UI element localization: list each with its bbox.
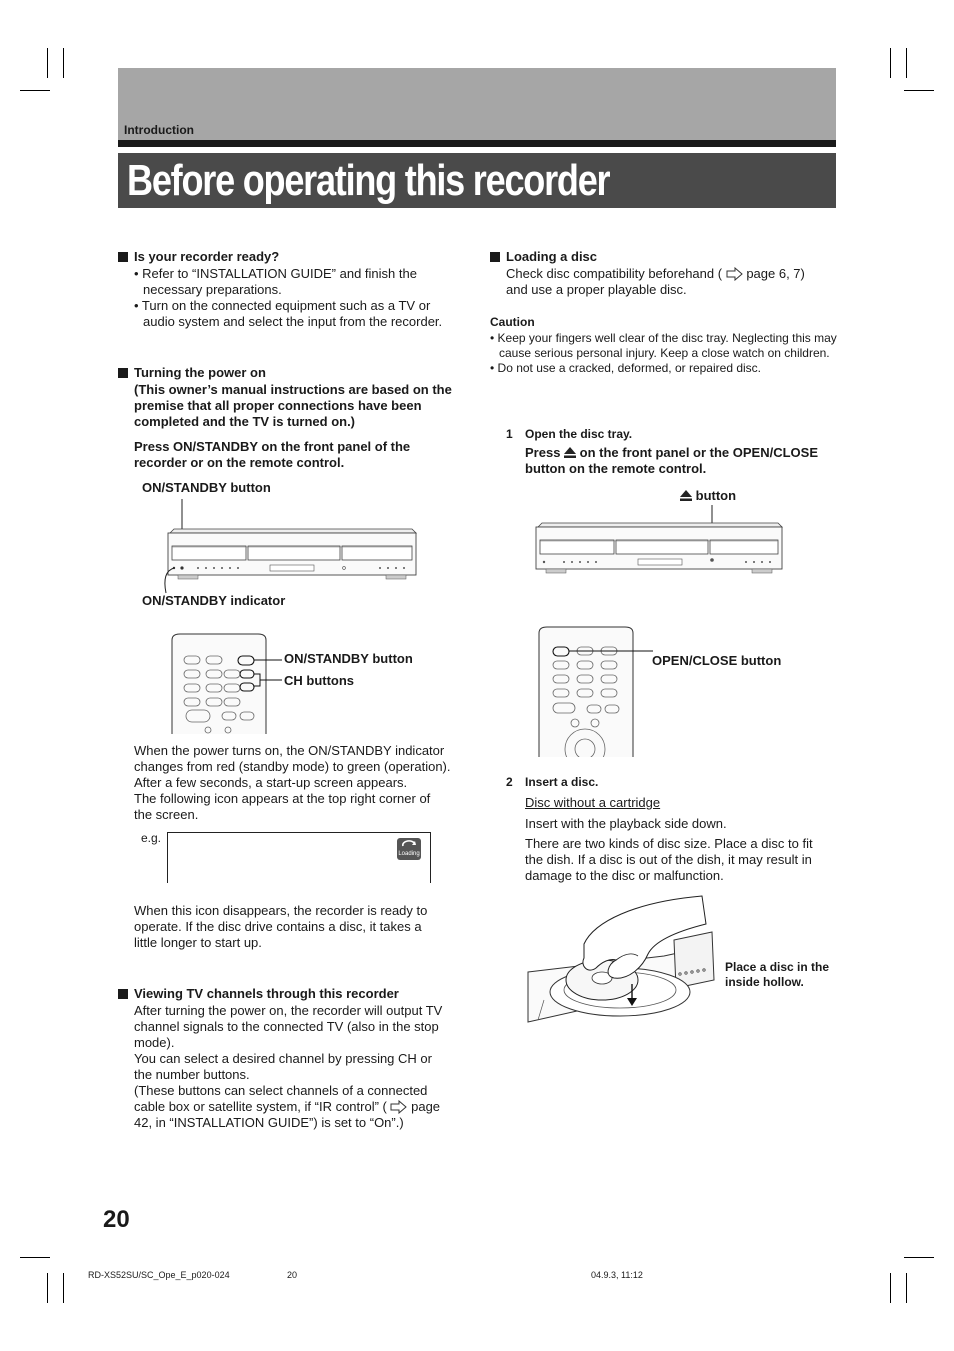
list-item: • Do not use a cracked, deformed, or repaired disc. (490, 361, 762, 375)
text-line: 42, in “INSTALLATION GUIDE”) is set to “On”.) (134, 1115, 404, 1130)
step-1-title: Open the disc tray. (525, 427, 633, 441)
text-line: The following icon appears at the top right corner of (134, 791, 431, 806)
text-line: operate. If the disc drive contains a disc, it takes a (134, 919, 422, 934)
loading-icon (397, 838, 421, 860)
text-line: channel signals to the connected TV (also in the stop (134, 1019, 439, 1034)
text-fragment: Check disc compatibility beforehand ( (506, 266, 723, 281)
step-2-title: Insert a disc. (525, 775, 599, 789)
label-open-close-button: OPEN/CLOSE button (652, 653, 782, 668)
list-item: • Keep your fingers well clear of the disc tray. Neglecting this may cause serious personal injury. Keep a close watch on children. (490, 331, 837, 360)
text-fragment: on the front panel or the OPEN/CLOSE (579, 445, 819, 460)
text-line: When this icon disappears, the recorder is ready to (134, 903, 428, 918)
ready-bullets (134, 266, 464, 330)
crop-mark (906, 1273, 907, 1303)
eg-label: e.g. (141, 831, 162, 845)
bullet-square (490, 252, 500, 262)
label-ch-buttons: CH buttons (284, 673, 355, 688)
text-fragment: page 6, 7) (746, 266, 805, 281)
page-number: 20 (103, 1206, 130, 1233)
step-2-subhead: Disc without a cartridge (525, 795, 661, 810)
text-line: mode). (134, 1035, 175, 1050)
text-line: the screen. (134, 807, 199, 822)
text-line: little longer to start up. (134, 935, 262, 950)
recorder-illustration (160, 495, 420, 595)
eject-icon (564, 447, 576, 458)
crop-mark (47, 1273, 48, 1303)
step-1-press (525, 445, 845, 477)
crop-mark (890, 1273, 891, 1303)
heading-power (118, 365, 458, 381)
step-2-description (525, 836, 845, 884)
text-line (525, 445, 845, 461)
text-line: damage to the disc or malfunction. (525, 868, 724, 883)
step-1-number: 1 (506, 427, 513, 441)
section-label: Introduction (124, 123, 194, 137)
label-remote-onstandby: ON/STANDBY button (284, 651, 413, 666)
page-reference-arrow-icon (726, 267, 743, 281)
text-line: the number buttons. (134, 1067, 250, 1082)
label-onstandby-indicator: ON/STANDBY indicator (142, 593, 286, 608)
heading-text: Loading a disc (506, 249, 598, 264)
text-line: You can select a desired channel by pressing CH or (134, 1051, 432, 1066)
heading-loading (490, 249, 830, 265)
text-line: button on the remote control. (525, 461, 707, 476)
crop-mark (906, 48, 907, 78)
page-reference-arrow-icon (390, 1100, 407, 1114)
step-2-line: Insert with the playback side down. (525, 816, 727, 831)
footer-page: 20 (287, 1270, 298, 1280)
text-fragment: page (411, 1099, 441, 1114)
crop-mark (20, 1257, 50, 1258)
heading-tv (118, 986, 478, 1002)
disc-insertion-illustration (524, 892, 724, 1032)
list-item: • Turn on the connected equipment such as a TV or audio system and select the input from the recorder. (134, 298, 443, 329)
eject-icon (680, 490, 692, 501)
label-onstandby-button: ON/STANDBY button (142, 480, 271, 495)
crop-mark (20, 90, 50, 91)
text-line: There are two kinds of disc size. Place a disc to fit (525, 836, 813, 851)
caution-bullets (490, 331, 838, 376)
disc-caption (725, 960, 845, 990)
power-after (134, 903, 474, 951)
text-fragment: Press (525, 445, 561, 460)
page-title: Before operating this recorder (127, 156, 610, 205)
recorder-illustration (530, 503, 790, 583)
footer-file: RD-XS52SU/SC_Ope_E_p020-024 (88, 1270, 230, 1280)
list-item: • Refer to “INSTALLATION GUIDE” and finish the necessary preparations. (134, 266, 417, 297)
heading-text: Is your recorder ready? (134, 249, 280, 264)
text-line: changes from red (standby mode) to green (operation). (134, 759, 451, 774)
heading-text: Viewing TV channels through this recorder (134, 986, 399, 1001)
step-2-number: 2 (506, 775, 513, 789)
remote-illustration (168, 632, 288, 734)
loading-icon-text: Loading (398, 851, 420, 857)
header-band (118, 68, 836, 140)
text-line: (These buttons can select channels of a connected (134, 1083, 428, 1098)
power-note: (This owner’s manual instructions are based on the premise that all proper connections have been completed and the TV is turned on.) (134, 382, 452, 429)
text-line: When the power turns on, the ON/STANDBY indicator (134, 743, 445, 758)
remote-illustration (535, 625, 655, 757)
caution-title: Caution (490, 315, 535, 329)
screen-example (167, 832, 431, 883)
text-line: inside hollow. (725, 975, 804, 989)
text-line (134, 1099, 479, 1115)
power-press: Press ON/STANDBY on the front panel of the recorder or on the remote control. (134, 439, 411, 470)
crop-mark (890, 48, 891, 78)
crop-mark (47, 48, 48, 78)
text-line: After a few seconds, a start-up screen appears. (134, 775, 408, 790)
bullet-square (118, 989, 128, 999)
loading-line-2: and use a proper playable disc. (506, 282, 687, 297)
heading-ready (118, 249, 458, 265)
loading-line-1 (506, 266, 805, 282)
bullet-square (118, 368, 128, 378)
label-text: button (695, 488, 737, 503)
crop-mark (904, 1257, 934, 1258)
text-line: the dish. If a disc is out of the dish, it may result in (525, 852, 812, 867)
crop-mark (63, 1273, 64, 1303)
text-line: Place a disc in the (725, 960, 830, 974)
text-fragment: cable box or satellite system, if “IR control” ( (134, 1099, 387, 1114)
title-rule (118, 140, 836, 147)
heading-text: Turning the power on (134, 365, 266, 380)
text-line: After turning the power on, the recorder will output TV (134, 1003, 443, 1018)
power-description (134, 743, 474, 823)
crop-mark (63, 48, 64, 78)
crop-mark (904, 90, 934, 91)
footer-timestamp: 04.9.3, 11:12 (591, 1270, 643, 1280)
label-eject-button (680, 488, 736, 503)
bullet-square (118, 252, 128, 262)
tv-description (134, 1003, 479, 1131)
